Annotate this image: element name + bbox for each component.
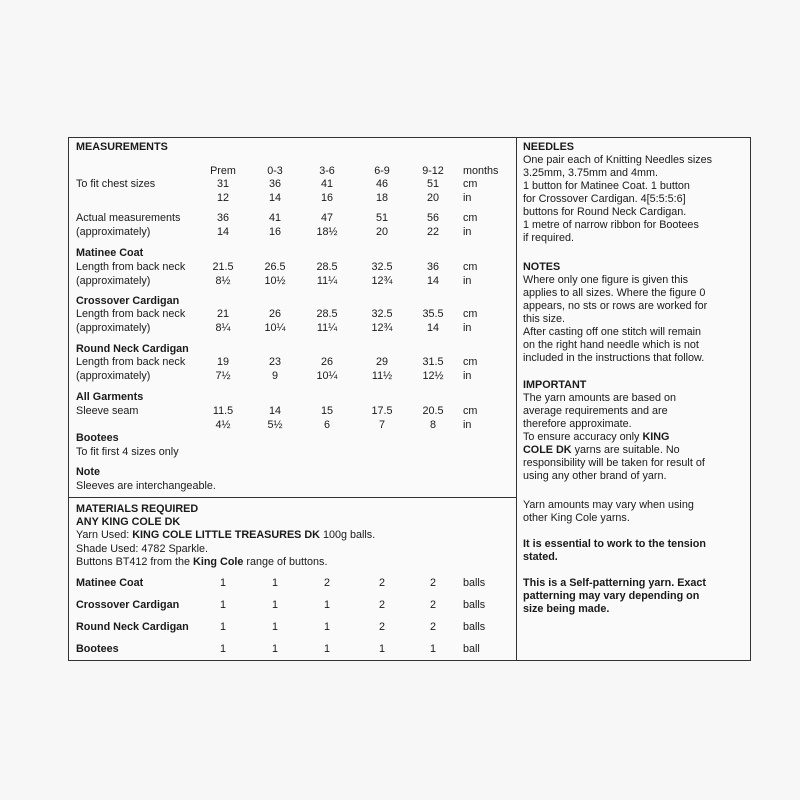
row-label: Actual measurements [76, 212, 181, 224]
matinee-cm-value: 32.5 [371, 261, 393, 273]
size-header: Prem [210, 165, 236, 177]
crossover-in-value: 8¼ [215, 322, 231, 334]
ball-count: 1 [323, 643, 330, 655]
round-in-value: 7½ [215, 370, 231, 382]
unit-label: cm [463, 356, 478, 368]
crossover-cm-value: 35.5 [422, 308, 444, 320]
unit-label: cm [463, 261, 478, 273]
crossover-cm-value: 32.5 [371, 308, 393, 320]
chest-in-value: 20 [426, 192, 439, 204]
matinee-cm-value: 36 [426, 261, 439, 273]
ball-count: 1 [323, 621, 330, 633]
needles-heading: NEEDLES [523, 141, 574, 153]
materials-row-label: Bootees [76, 643, 119, 655]
important-heading: IMPORTANT [523, 379, 587, 391]
round-cm-value: 26 [320, 356, 333, 368]
actual-cm-value: 51 [375, 212, 388, 224]
matinee-in-value: 12¾ [371, 275, 393, 287]
ball-unit: balls [463, 599, 486, 611]
chest-in-value: 14 [268, 192, 281, 204]
note-heading: Note [76, 466, 100, 478]
actual-in-value: 14 [216, 226, 229, 238]
sleeve-in-value: 5½ [267, 419, 283, 431]
matinee-in-value: 14 [426, 275, 439, 287]
actual-in-value: 20 [375, 226, 388, 238]
ball-unit: balls [463, 621, 486, 633]
row-label: (approximately) [76, 275, 151, 287]
crossover-in-value: 11¼ [316, 322, 338, 334]
notes-text: Where only one figure is given this applies to all sizes. Where the figure 0 appears, no sts or rows are worked for this size. After casting off one stitch will remain on the right hand needle which is not included in the instructions that follow. [523, 274, 708, 364]
ball-count: 2 [378, 621, 385, 633]
unit-header: months [463, 165, 499, 177]
ball-count: 1 [219, 643, 226, 655]
ball-count: 2 [429, 577, 436, 589]
garment-heading: Crossover Cardigan [76, 295, 180, 307]
actual-in-value: 16 [268, 226, 281, 238]
crossover-cm-value: 26 [268, 308, 281, 320]
row-label: To fit chest sizes [76, 178, 156, 190]
accuracy-text: To ensure accuracy only KING COLE DK yarns are suitable. No responsibility will be taken for result of using any other brand of yarn. [523, 431, 705, 482]
matinee-in-value: 11¼ [316, 275, 338, 287]
section-divider [68, 497, 517, 498]
chest-cm-value: 46 [375, 178, 388, 190]
row-label: Length from back neck [76, 356, 186, 368]
ball-count: 1 [219, 577, 226, 589]
matinee-cm-value: 26.5 [264, 261, 286, 273]
matinee-in-value: 8½ [215, 275, 231, 287]
matinee-cm-value: 28.5 [316, 261, 338, 273]
round-cm-value: 29 [375, 356, 388, 368]
ball-count: 1 [219, 599, 226, 611]
round-in-value: 12½ [422, 370, 444, 382]
sleeve-cm-value: 15 [320, 405, 333, 417]
actual-cm-value: 47 [320, 212, 333, 224]
row-label: Length from back neck [76, 261, 186, 273]
yarn-vary-text: Yarn amounts may vary when using other King Cole yarns. [523, 499, 694, 524]
garment-heading: All Garments [76, 391, 144, 403]
crossover-in-value: 12¾ [371, 322, 393, 334]
sleeve-cm-value: 14 [268, 405, 281, 417]
ball-count: 1 [271, 621, 278, 633]
round-cm-value: 23 [268, 356, 281, 368]
row-label: (approximately) [76, 226, 151, 238]
sleeve-in-value: 7 [378, 419, 385, 431]
sleeve-cm-value: 20.5 [422, 405, 444, 417]
garment-heading: Matinee Coat [76, 247, 144, 259]
yarn-used: Yarn Used: KING COLE LITTLE TREASURES DK 100g balls. [76, 529, 376, 541]
buttons-used: Buttons BT412 from the King Cole range of buttons. [76, 556, 328, 568]
ball-count: 1 [378, 643, 385, 655]
self-patterning-text: This is a Self-patterning yarn. Exact patterning may vary depending on size being made. [523, 577, 706, 615]
size-header: 3-6 [319, 165, 335, 177]
matinee-in-value: 10½ [264, 275, 286, 287]
materials-row-label: Crossover Cardigan [76, 599, 180, 611]
size-header: 6-9 [374, 165, 390, 177]
unit-label: cm [463, 212, 478, 224]
round-in-value: 11½ [371, 370, 393, 382]
ball-count: 1 [219, 621, 226, 633]
ball-count: 1 [271, 599, 278, 611]
sleeve-in-value: 4½ [215, 419, 231, 431]
chest-cm-value: 51 [426, 178, 439, 190]
sleeve-in-value: 8 [429, 419, 436, 431]
size-header: 9-12 [422, 165, 444, 177]
garment-heading: Round Neck Cardigan [76, 343, 189, 355]
unit-label: in [463, 370, 472, 382]
chest-in-value: 12 [216, 192, 229, 204]
size-header: 0-3 [267, 165, 283, 177]
matinee-cm-value: 21.5 [212, 261, 234, 273]
unit-label: in [463, 192, 472, 204]
ball-count: 2 [323, 577, 330, 589]
round-in-value: 9 [271, 370, 278, 382]
shade-used: Shade Used: 4782 Sparkle. [76, 543, 209, 555]
round-cm-value: 31.5 [422, 356, 444, 368]
row-label: (approximately) [76, 322, 151, 334]
unit-label: in [463, 226, 472, 238]
unit-label: cm [463, 405, 478, 417]
actual-cm-value: 41 [268, 212, 281, 224]
crossover-in-value: 14 [426, 322, 439, 334]
row-label: (approximately) [76, 370, 151, 382]
ball-count: 1 [323, 599, 330, 611]
round-in-value: 10¼ [316, 370, 338, 382]
sleeve-cm-value: 17.5 [371, 405, 393, 417]
ball-count: 1 [271, 577, 278, 589]
ball-unit: balls [463, 577, 486, 589]
round-cm-value: 19 [216, 356, 229, 368]
chest-cm-value: 31 [216, 178, 229, 190]
chest-cm-value: 36 [268, 178, 281, 190]
materials-row-label: Round Neck Cardigan [76, 621, 189, 633]
materials-row-label: Matinee Coat [76, 577, 144, 589]
measurements-heading: MEASUREMENTS [76, 141, 168, 153]
crossover-in-value: 10¼ [264, 322, 286, 334]
unit-label: in [463, 275, 472, 287]
note-text: Sleeves are interchangeable. [76, 480, 216, 492]
unit-label: in [463, 419, 472, 431]
notes-heading: NOTES [523, 261, 561, 273]
chest-in-value: 16 [320, 192, 333, 204]
row-label: Length from back neck [76, 308, 186, 320]
actual-in-value: 18½ [316, 226, 338, 238]
ball-count: 2 [429, 621, 436, 633]
unit-label: cm [463, 308, 478, 320]
crossover-cm-value: 28.5 [316, 308, 338, 320]
chest-cm-value: 41 [320, 178, 333, 190]
materials-subheading: ANY KING COLE DK [76, 516, 181, 528]
chest-in-value: 18 [375, 192, 388, 204]
unit-label: cm [463, 178, 478, 190]
actual-cm-value: 36 [216, 212, 229, 224]
ball-count: 1 [271, 643, 278, 655]
ball-count: 2 [378, 577, 385, 589]
ball-count: 1 [429, 643, 436, 655]
tension-text: It is essential to work to the tension stated. [523, 538, 706, 563]
column-divider [516, 137, 517, 661]
ball-count: 2 [429, 599, 436, 611]
important-text: The yarn amounts are based on average requirements and are therefore approximate. [523, 392, 677, 430]
ball-unit: ball [463, 643, 480, 655]
crossover-cm-value: 21 [216, 308, 229, 320]
unit-label: in [463, 322, 472, 334]
ball-count: 2 [378, 599, 385, 611]
actual-cm-value: 56 [426, 212, 439, 224]
row-label: To fit first 4 sizes only [76, 446, 179, 458]
sleeve-cm-value: 11.5 [212, 405, 234, 417]
needles-text: One pair each of Knitting Needles sizes 3.25mm, 3.75mm and 4mm. 1 button for Matinee Coat. 1 button for Crossover Cardigan. 4[5:5:5:6] buttons for Round Neck Cardigan. 1 metre of narrow ribbon for Bootees if required. [523, 154, 713, 244]
materials-heading: MATERIALS REQUIRED [76, 503, 199, 515]
sleeve-in-value: 6 [323, 419, 330, 431]
actual-in-value: 22 [426, 226, 439, 238]
row-label: Sleeve seam [76, 405, 139, 417]
garment-heading: Bootees [76, 432, 119, 444]
